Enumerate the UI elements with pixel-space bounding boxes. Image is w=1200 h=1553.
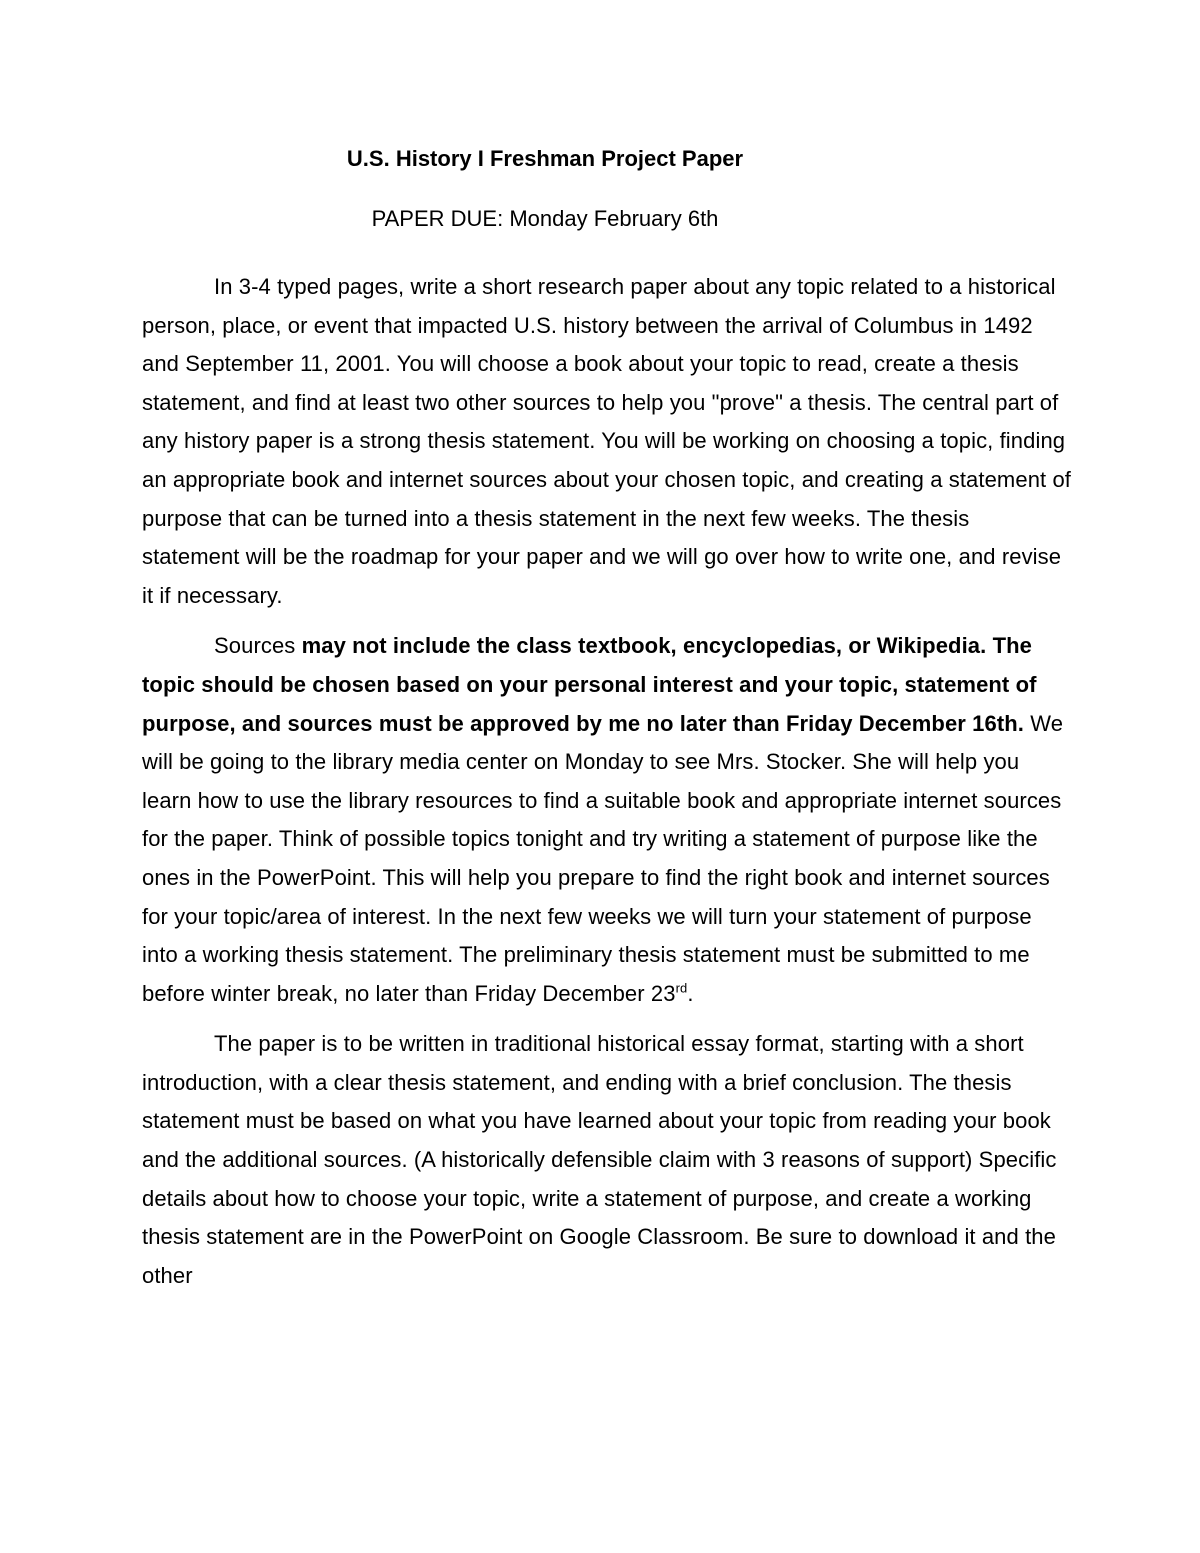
paragraph-sources-requirements — [142, 627, 1072, 1013]
sources-lead-text: Sources — [214, 633, 302, 659]
document-body — [142, 268, 1072, 1307]
sentence-end: . — [687, 980, 694, 1006]
ordinal-suffix: rd — [675, 980, 688, 996]
paragraph-essay-format: The paper is to be written in traditional historical essay format, starting with a short introduction, with a clear thesis statement, and ending with a brief conclusion. The thesis statement must be based on what you have learned about your topic from reading your book and the additional sources. (A historically defensible claim with 3 reasons of support) Specific details about how to choose your topic, write a statement of purpose, and create a working thesis statement are in the PowerPoint on Google Classroom. Be sure to download it and the other — [142, 1031, 1057, 1288]
due-date-line: PAPER DUE: Monday February 6th — [371, 206, 719, 231]
sources-bold-requirements: may not include the class textbook, encyclopedias, or Wikipedia. The topic should be chosen based on your personal interest and your topic, statement of purpose, and sources must be approved by me no later than Friday December 16th. — [142, 633, 1037, 736]
paragraph-assignment-overview: In 3-4 typed pages, write a short research paper about any topic related to a historical person, place, or event that impacted U.S. history between the arrival of Columbus in 1492 and September 11, 2001. You will choose a book about your topic to read, create a thesis statement, and find at least two other sources to help you "prove" a thesis. The central part of any history paper is a strong thesis statement. You will be working on choosing a topic, finding an appropriate book and internet sources about your chosen topic, and creating a statement of purpose that can be turned into a thesis statement in the next few weeks. The thesis statement will be the roadmap for your paper and we will go over how to write one, and revise it if necessary. — [142, 274, 1072, 608]
sources-library-text: We will be going to the library media center on Monday to see Mrs. Stocker. She will help you learn how to use the library resources to find a suitable book and appropriate internet sources for the paper. Think of possible topics tonight and try writing a statement of purpose like the ones in the PowerPoint. This will help you prepare to find the right book and internet sources for your topic/area of interest. In the next few weeks we will turn your statement of purpose into a working thesis statement. The preliminary thesis statement must be submitted to me before winter break, no later than Friday December 23 — [142, 710, 1064, 1006]
document-title: U.S. History I Freshman Project Paper — [346, 146, 744, 171]
